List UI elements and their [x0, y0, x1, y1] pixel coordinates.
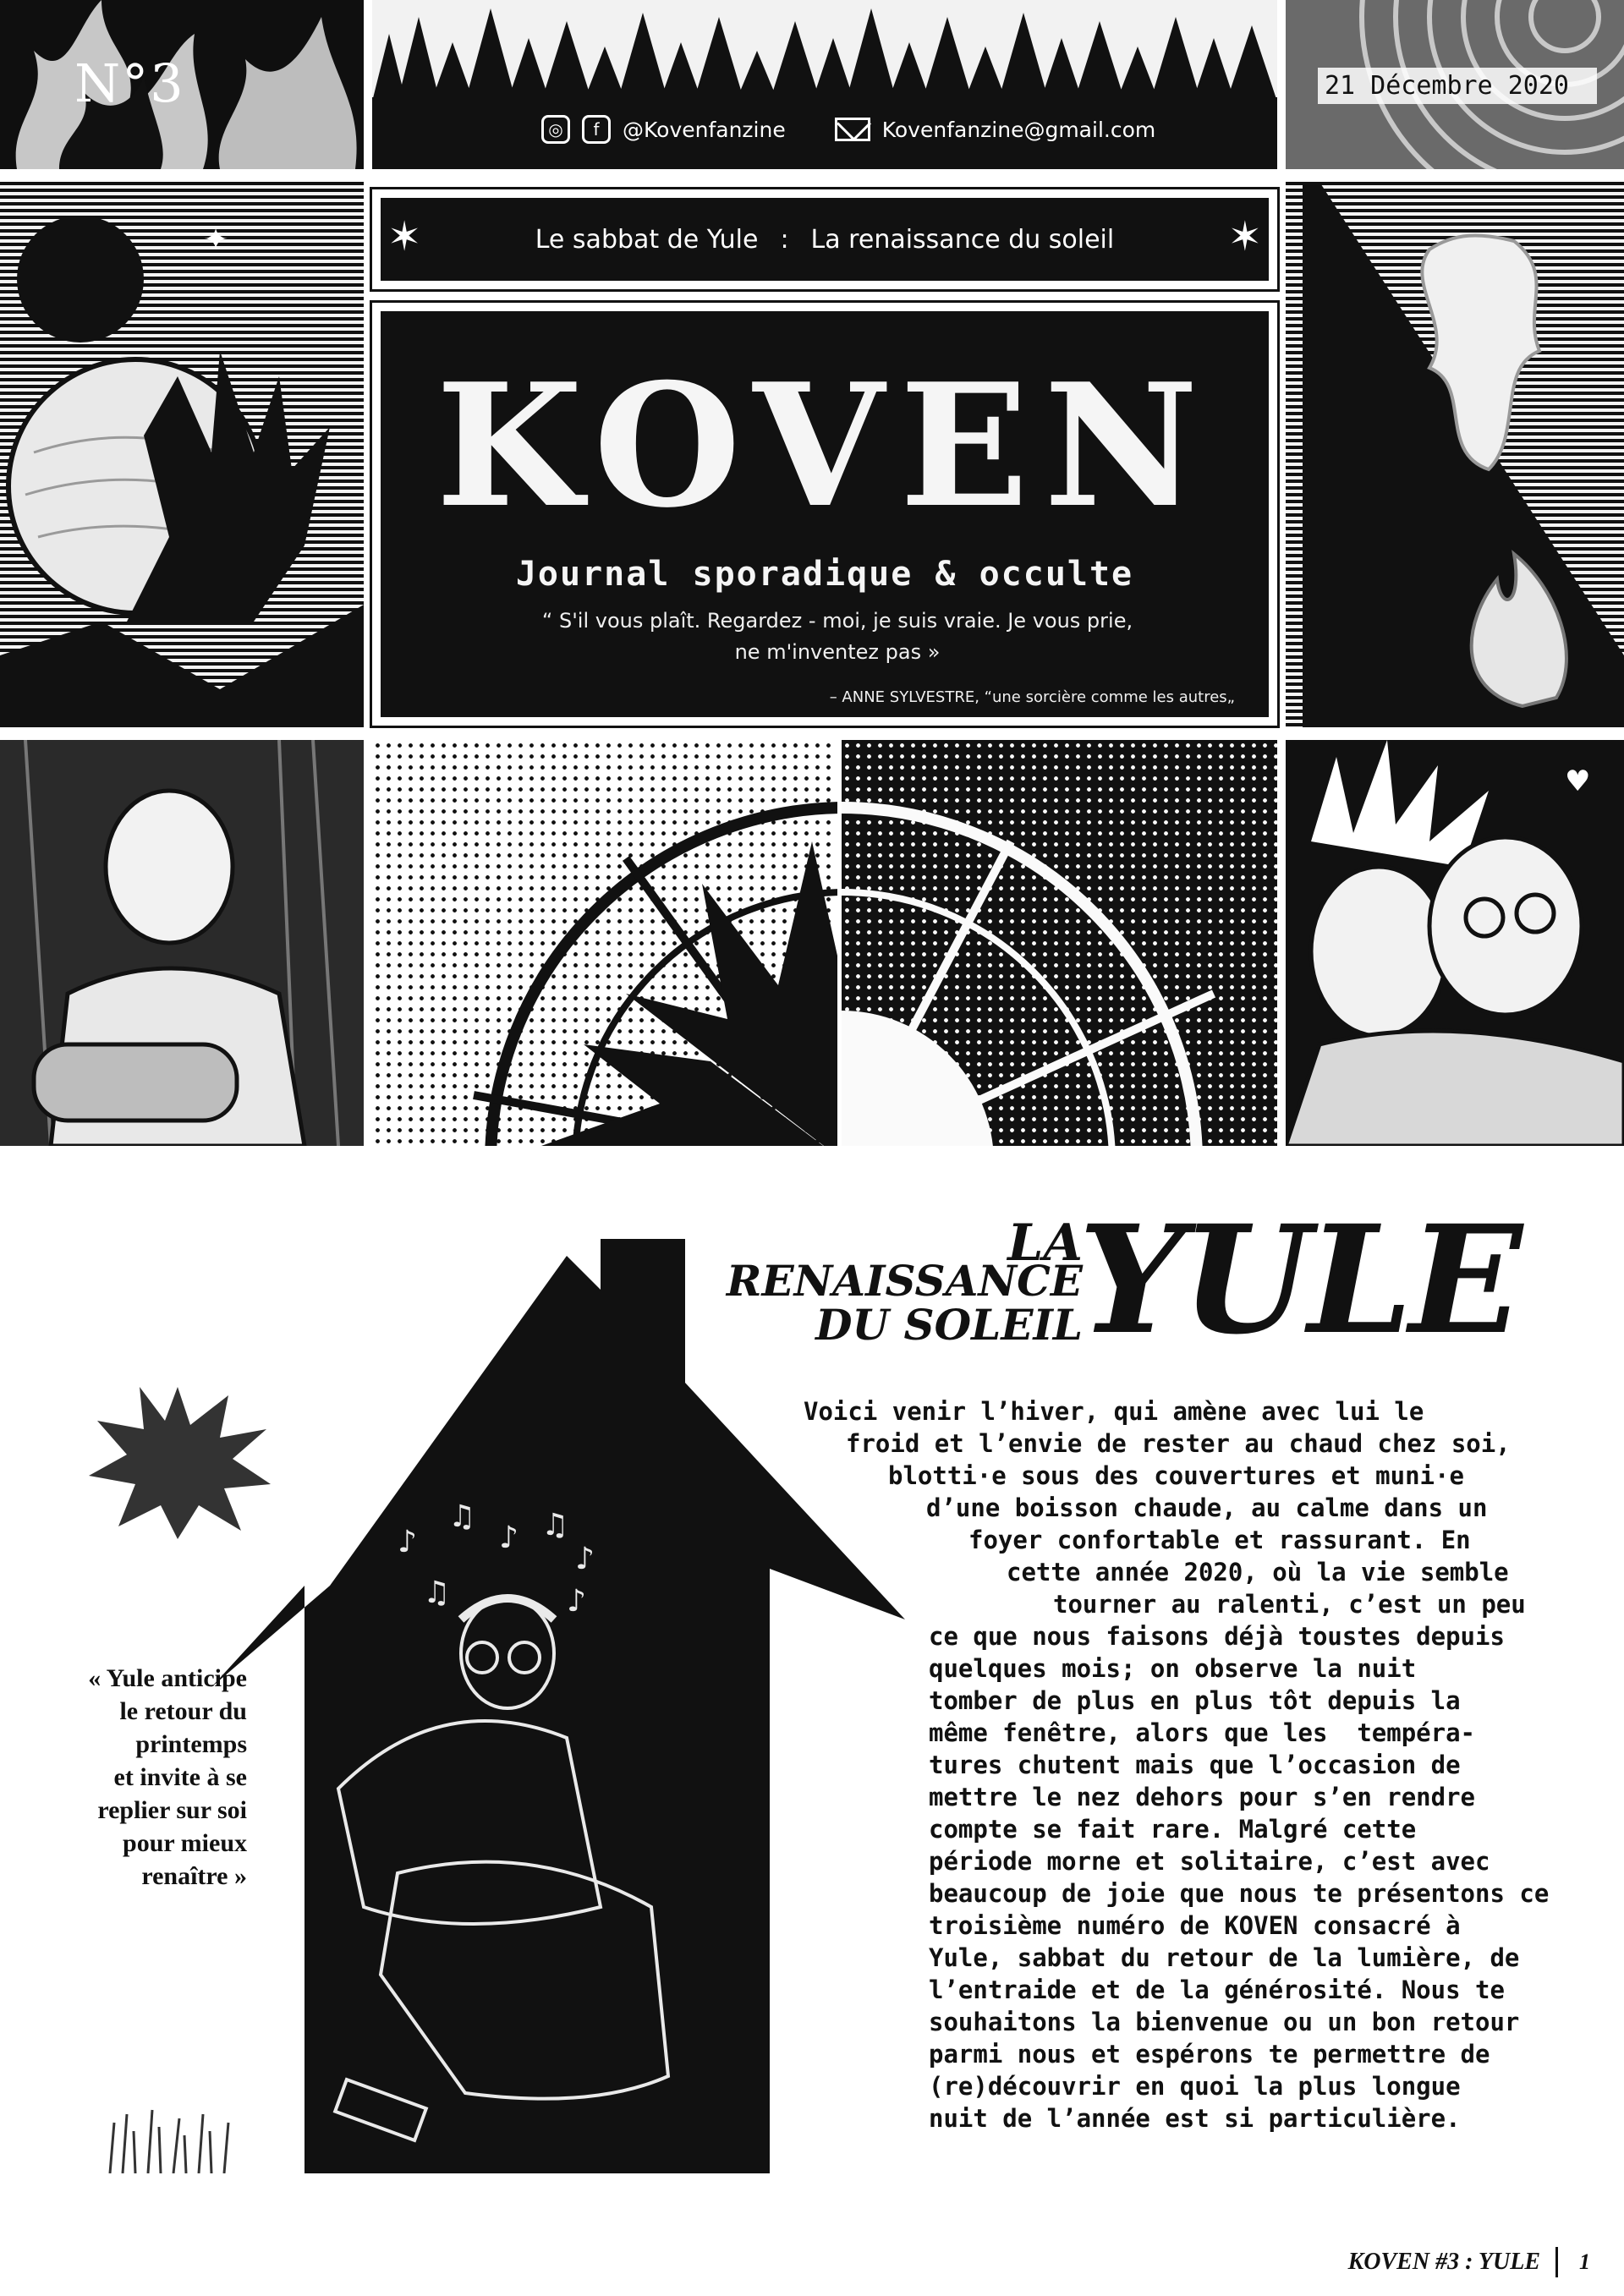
illustration-root-flame-panel: [1286, 182, 1624, 727]
pull-quote-line: printemps: [135, 1730, 247, 1758]
svg-text:♫: ♫: [541, 1508, 569, 1543]
contact-row: [541, 110, 1155, 149]
body-line: cette année 2020, où la vie semble: [1007, 1558, 1509, 1586]
body-line: beaucoup de joie que nous te présentons ce: [929, 1879, 1550, 1908]
body-line: compte se fait rare. Malgré cette: [929, 1815, 1417, 1844]
issue-number: N°3: [74, 52, 185, 114]
body-line: blotti·e sous des couvertures et muni·e: [888, 1461, 1464, 1490]
house-illustration: [211, 1214, 930, 2173]
body-line: (re)découvrir en quoi la plus longue: [929, 2072, 1461, 2101]
body-line: ce que nous faisons déjà toustes depuis: [929, 1622, 1505, 1651]
pull-quote-line: et invite à se: [113, 1763, 247, 1791]
body-line: tourner au ralenti, c’est un peu: [1053, 1590, 1526, 1619]
issue-date: 21 Décembre 2020: [1318, 68, 1597, 104]
root-flame-icon: [1286, 182, 1624, 727]
woman-log-icon: [0, 740, 364, 1146]
headline-la: LA: [1007, 1214, 1083, 1273]
quote-line: “ S'il vous plaît. Regardez - moi, je suis vraie. Je vous prie,: [541, 609, 1133, 633]
headline-renaissance: RENAISSANCE: [726, 1256, 1083, 1306]
pull-quote-line: « Yule anticipe: [88, 1664, 247, 1692]
svg-text:♪: ♪: [398, 1525, 417, 1559]
instagram-icon[interactable]: ◎: [541, 115, 570, 144]
pull-quote: [59, 1662, 247, 1893]
sun-rays-icon: [372, 740, 837, 1146]
subtitle-banner: [372, 189, 1277, 289]
body-line: Yule, sabbat du retour de la lumière, de: [929, 1943, 1520, 1972]
email-address[interactable]: Kovenfanzine@gmail.com: [881, 117, 1156, 142]
subtitle-right: La renaissance du soleil: [810, 224, 1115, 255]
page-number: 1: [1579, 2249, 1590, 2274]
grass-icon: [102, 2097, 237, 2173]
illustration-sun-wheel-right-panel: [842, 740, 1277, 1146]
svg-text:✦: ✦: [203, 222, 229, 257]
subtitle-left: Le sabbat de Yule: [535, 224, 759, 255]
svg-text:♥: ♥: [1565, 764, 1591, 798]
body-line: froid et l’envie de rester au chaud chez soi,: [846, 1429, 1511, 1458]
lit-match-icon: ✶: [387, 213, 422, 260]
quote-line: ne m'inventez pas »: [734, 640, 941, 665]
lit-match-icon: ✶: [1227, 213, 1262, 260]
footer-title: KOVEN #3 : YULE: [1347, 2249, 1540, 2275]
headline-du-soleil: DU SOLEIL: [815, 1300, 1083, 1350]
facebook-icon[interactable]: f: [582, 115, 611, 144]
body-line: foyer confortable et rassurant. En: [968, 1526, 1471, 1554]
body-line: quelques mois; on observe la nuit: [929, 1654, 1417, 1683]
illustration-couple-panel: [1286, 740, 1624, 1146]
body-line: mettre le nez dehors pour s’en rendre: [929, 1783, 1476, 1811]
social-handle[interactable]: @Kovenfanzine: [623, 117, 786, 142]
couple-icon: [1286, 740, 1624, 1146]
masthead: [372, 303, 1277, 726]
body-line: l’entraide et de la générosité. Nous te: [929, 1975, 1505, 2004]
moon-hand-icon: [0, 182, 364, 727]
pull-quote-line: replier sur soi: [97, 1796, 247, 1824]
illustration-woman-log-panel: [0, 740, 364, 1146]
body-line: d’une boisson chaude, au calme dans un: [926, 1493, 1488, 1522]
svg-text:♪: ♪: [575, 1542, 595, 1576]
illustration-sun-wheel-left-panel: [372, 740, 837, 1146]
body-line: parmi nous et espérons te permettre de: [929, 2040, 1490, 2069]
illustration-forest-panel: [372, 0, 1277, 169]
body-line: nuit de l’année est si particulière.: [929, 2104, 1461, 2133]
body-line: Voici venir l’hiver, qui amène avec lui le: [804, 1397, 1424, 1426]
svg-text:♫: ♫: [448, 1499, 476, 1534]
page-footer: [1269, 2245, 1590, 2279]
masthead-quote: [508, 606, 1167, 668]
svg-text:♪: ♪: [567, 1584, 586, 1619]
headline-yule: YULE: [1078, 1192, 1520, 1367]
footer-divider: [1555, 2247, 1558, 2277]
svg-text:♪: ♪: [499, 1521, 518, 1555]
body-line: tures chutent mais que l’occasion de: [929, 1751, 1461, 1779]
pull-quote-line: renaître »: [141, 1862, 247, 1890]
koven-logo: KOVEN: [436, 347, 1214, 545]
body-line: troisième numéro de KOVEN consacré à: [929, 1911, 1461, 1940]
subtitle-separator: :: [780, 224, 789, 255]
body-line: souhaitons la bienvenue ou un bon retour: [929, 2008, 1520, 2036]
illustration-moon-hand-panel: [0, 182, 364, 727]
sun-disc-icon: [842, 740, 1277, 1146]
body-line: même fenêtre, alors que les tempéra-: [929, 1718, 1476, 1747]
masthead-tagline: Journal sporadique & occulte: [515, 555, 1134, 594]
quote-attribution: – ANNE SYLVESTRE, “une sorcière comme les autres„: [829, 688, 1235, 706]
pull-quote-line: le retour du: [119, 1697, 247, 1725]
envelope-icon[interactable]: [835, 118, 870, 141]
pull-quote-line: pour mieux: [123, 1829, 247, 1857]
body-line: tomber de plus en plus tôt depuis la: [929, 1686, 1461, 1715]
svg-text:♫: ♫: [423, 1575, 451, 1610]
body-line: période morne et solitaire, c’est avec: [929, 1847, 1490, 1876]
